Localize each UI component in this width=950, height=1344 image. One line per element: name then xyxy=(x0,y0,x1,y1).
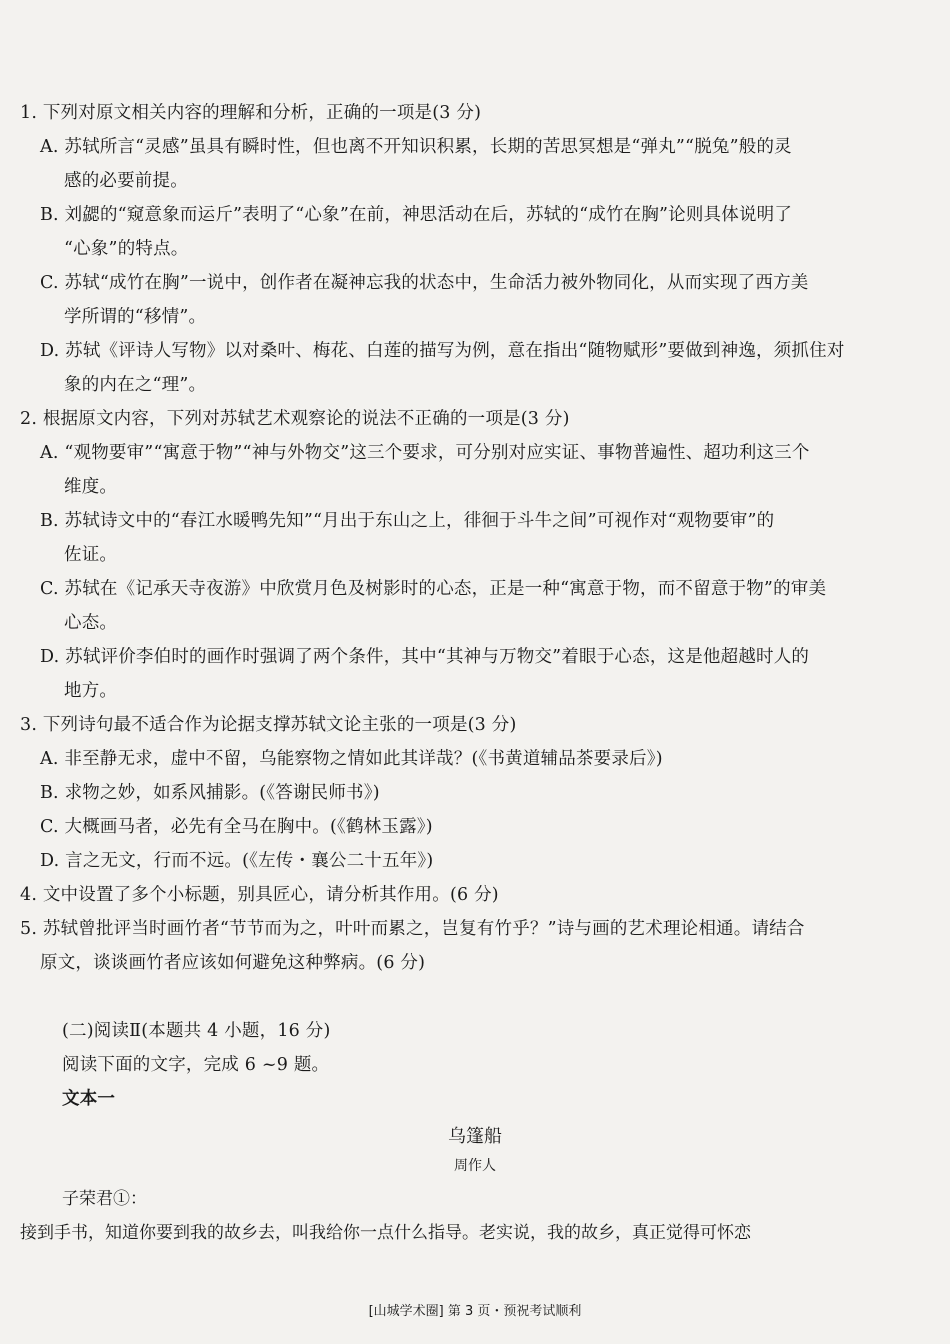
question-5-stem-cont: 原文，谈谈画竹者应该如何避免这种弊病。(6 分) xyxy=(40,953,426,973)
section-instruction: 阅读下面的文字，完成 6 ~9 题。 xyxy=(62,1055,330,1075)
essay-title: 乌篷船 xyxy=(448,1126,502,1147)
page-footer: [山城学术圈] 第 3 页・预祝考试顺利 xyxy=(368,1304,582,1319)
question-3-option-d: D. 言之无文，行而不远。(《左传・襄公二十五年》) xyxy=(40,851,434,871)
question-3-option-a: A. 非至静无求，虚中不留，乌能察物之情如此其详哉？(《书黄道辅品茶要录后》) xyxy=(40,749,663,769)
question-2-option-a: A. “观物要审”“寓意于物”“神与外物交”这三个要求，可分别对应实证、事物普遍性、超功利这三个 xyxy=(40,443,810,463)
question-3-option-c: C. 大概画马者，必先有全马在胸中。(《鹤林玉露》) xyxy=(40,817,433,837)
question-2-option-c: C. 苏轼在《记承天寺夜游》中欣赏月色及树影时的心态，正是一种“寓意于物，而不留意于物”的审美 xyxy=(40,579,827,599)
question-2-option-d-cont: 地方。 xyxy=(64,681,118,701)
question-1-option-a-cont: 感的必要前提。 xyxy=(64,171,188,191)
question-1-option-a: A. 苏轼所言“灵感”虽具有瞬时性，但也离不开知识积累，长期的苦思冥想是“弹丸”“脱兔”般的灵 xyxy=(40,137,792,157)
letter-salutation: 子荣君①： xyxy=(62,1189,147,1209)
question-2-option-c-cont: 心态。 xyxy=(64,613,118,633)
question-2-option-d: D. 苏轼评价李伯时的画作时强调了两个条件，其中“其神与万物交”着眼于心态，这是他超越时人的 xyxy=(40,647,810,667)
question-3-stem: 3. 下列诗句最不适合作为论据支撑苏轼文论主张的一项是(3 分) xyxy=(20,715,517,735)
question-4-stem: 4. 文中设置了多个小标题，别具匠心，请分析其作用。(6 分) xyxy=(20,885,499,905)
essay-author: 周作人 xyxy=(454,1158,496,1174)
question-2-option-b-cont: 佐证。 xyxy=(64,545,118,565)
question-1-stem: 1. 下列对原文相关内容的理解和分析，正确的一项是(3 分) xyxy=(20,103,482,123)
question-5-stem: 5. 苏轼曾批评当时画竹者“节节而为之，叶叶而累之，岂复有竹乎？”诗与画的艺术理论相通。请结合 xyxy=(20,919,805,939)
letter-first-line: 接到手书，知道你要到我的故乡去，叫我给你一点什么指导。老实说，我的故乡，真正觉得可怀恋 xyxy=(20,1223,751,1243)
question-1-option-b: B. 刘勰的“窥意象而运斤”表明了“心象”在前，神思活动在后，苏轼的“成竹在胸”论则具体说明了 xyxy=(40,205,793,225)
question-1-option-c: C. 苏轼“成竹在胸”一说中，创作者在凝神忘我的状态中，生命活力被外物同化，从而实现了西方美 xyxy=(40,273,809,293)
question-2-option-a-cont: 维度。 xyxy=(64,477,118,497)
text-label: 文本一 xyxy=(62,1089,116,1109)
section-heading: (二)阅读Ⅱ(本题共 4 小题，16 分) xyxy=(62,1021,331,1041)
question-1-option-b-cont: “心象”的特点。 xyxy=(64,239,189,259)
question-2-stem: 2. 根据原文内容，下列对苏轼艺术观察论的说法不正确的一项是(3 分) xyxy=(20,409,570,429)
question-1-option-c-cont: 学所谓的“移情”。 xyxy=(64,307,207,327)
question-1-option-d-cont: 象的内在之“理”。 xyxy=(64,375,207,395)
question-1-option-d: D. 苏轼《评诗人写物》以对桑叶、梅花、白莲的描写为例，意在指出“随物赋形”要做到神逸，须抓住对 xyxy=(40,341,845,361)
question-2-option-b: B. 苏轼诗文中的“春江水暖鸭先知”“月出于东山之上，徘徊于斗牛之间”可视作对“观物要审”的 xyxy=(40,511,775,531)
question-3-option-b: B. 求物之妙，如系风捕影。(《答谢民师书》) xyxy=(40,783,380,803)
